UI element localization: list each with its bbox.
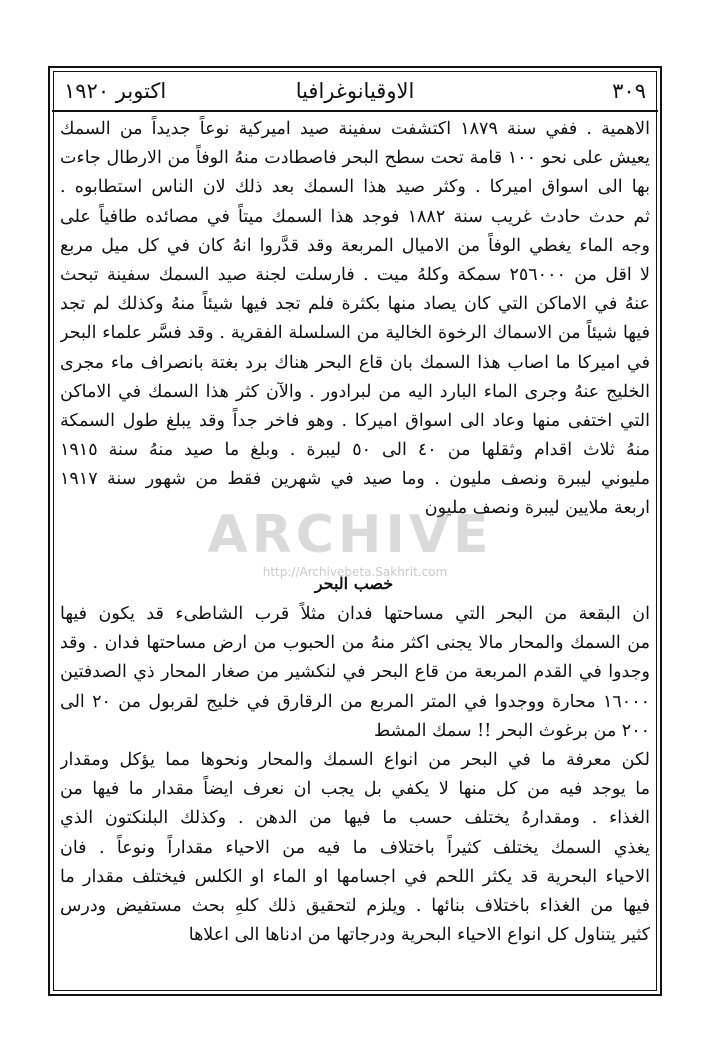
text-line: وجدوا في القدم المربعة من قاع البحر في لنكشير من صغار المحار ذي الصدفتين — [60, 662, 650, 683]
text-line: الغذاء . ومقدارهُ يختلف حسب ما فيها من الدهن . وكذلك البلنكتون الذي — [60, 808, 650, 829]
text-line: ما يوجد فيه من كل منها لا يكفي بل يجب ان نعرف ايضاً مقدار ما فيها من — [60, 779, 650, 800]
text-line: اربعة ملايين ليبرة ونصف مليون — [424, 498, 650, 519]
text-line: ثم حدث حادث غريب سنة ١٨٨٢ فوجد هذا السمك ميتاً في مصائده طافياً على — [60, 206, 650, 227]
text-line: لا اقل من ٢٥٦٠٠٠ سمكة وكلهُ ميت . فارسلت لجنة صيد السمك سفينة تبحث — [60, 264, 650, 285]
text-line: ان البقعة من البحر التي مساحتها فدان مثلاً قرب الشاطىء قد يكون فيها — [60, 604, 650, 624]
text-line: لكن معرفة ما في البحر من انواع السمك والمحار ونحوها مما يؤكل ومقدار — [60, 749, 650, 770]
archive-watermark: ARCHIVE — [207, 505, 493, 565]
paragraph-sea-fertility — [60, 600, 650, 950]
section-heading: خصب البحر — [314, 574, 394, 593]
text-line: الخليج عنهُ وجرى الماء البارد اليه من لبرادور . والآن كثر هذا السمك في الاماكن — [60, 381, 650, 402]
archive-watermark-url: http://Archivebeta.Sakhrit.com — [262, 565, 448, 579]
text-line: ٢٠٠ من برغوث البحر !! سمك المشط — [373, 720, 650, 741]
text-line: عنهُ في الاماكن التي كان يصاد منها بكثرة فلم تجد فيها شيئاً منهُ وكذلك لم تجد — [60, 294, 650, 315]
running-title: الاوقيانوغرافيا — [295, 79, 415, 103]
text-line: ١٦٠٠٠ محارة ووجدوا في المتر المربع من الرقارق في خليج لقربول من ٢٠ الى — [60, 691, 650, 712]
text-line: مليوني ليبرة ونصف مليون . وما صيد في شهرين فقط من شهور سنة ١٩١٧ — [60, 469, 650, 490]
header-rule — [52, 110, 658, 112]
text-line: فيها من الغذاء باختلاف بنائها . ويلزم لتحقيق ذلك كلهِ بحث مستفيض ودرس — [60, 895, 650, 916]
text-line: من السمك والمحار مالا يجنى اكثر منهُ من الحبوب من ارض مساحتها فدان . وقد — [60, 633, 650, 654]
running-header — [58, 74, 652, 108]
text-line: فيها شيئاً من الاسماك الرخوة الخالية من السلسلة الفقرية . وقد فسَّر علماء البحر — [60, 323, 650, 344]
text-line: كثير يتناول كل انواع الاحياء البحرية ودرجاتها من ادناها الى اعلاها — [188, 925, 650, 946]
text-line: التي اختفى منها وعاد الى اسواق اميركا . وهو فاخر جداً وقد يبلغ طول السمكة — [60, 410, 650, 431]
text-line: في اميركا ما اصاب هذا السمك بان قاع البحر هناك برد بغتة بانصراف ماء مجرى — [60, 352, 650, 373]
text-line: الاحياء البحرية قد يكثر اللحم في اجسامها او الماء او الكلس فيختلف مقدار ما — [60, 866, 650, 887]
paragraph-oceanography-fish — [60, 115, 650, 524]
page-number: ٣٠٩ — [612, 79, 646, 103]
text-line: الاهمية . ففي سنة ١٨٧٩ اكتشفت سفينة صيد اميركية نوعاً جديداً من السمك — [60, 119, 650, 139]
text-line: يغذي السمك يختلف كثيراً باختلاف ما فيه من الاحياء مقداراً ونوعاً . فان — [60, 837, 650, 858]
text-line: منهُ ثلاث اقدام وثقلها من ٤٠ الى ٥٠ ليبرة . وبلغ ما صيد منهُ سنة ١٩١٥ — [60, 440, 650, 461]
text-line: يعيش على نحو ١٠٠ قامة تحت سطح البحر فاصطادت منهُ الوفاً من الارطال جاءت — [60, 148, 650, 169]
issue-date: اكتوبر ١٩٢٠ — [64, 79, 167, 103]
text-line: بها الى اسواق اميركا . وكثر صيد هذا السمك بعد ذلك لان الناس استطابوه . — [60, 177, 650, 198]
text-line: وجه الماء يغطي الوفاً من الاميال المربعة وقد قدَّروا انهُ كان في كل ميل مربع — [60, 235, 650, 256]
